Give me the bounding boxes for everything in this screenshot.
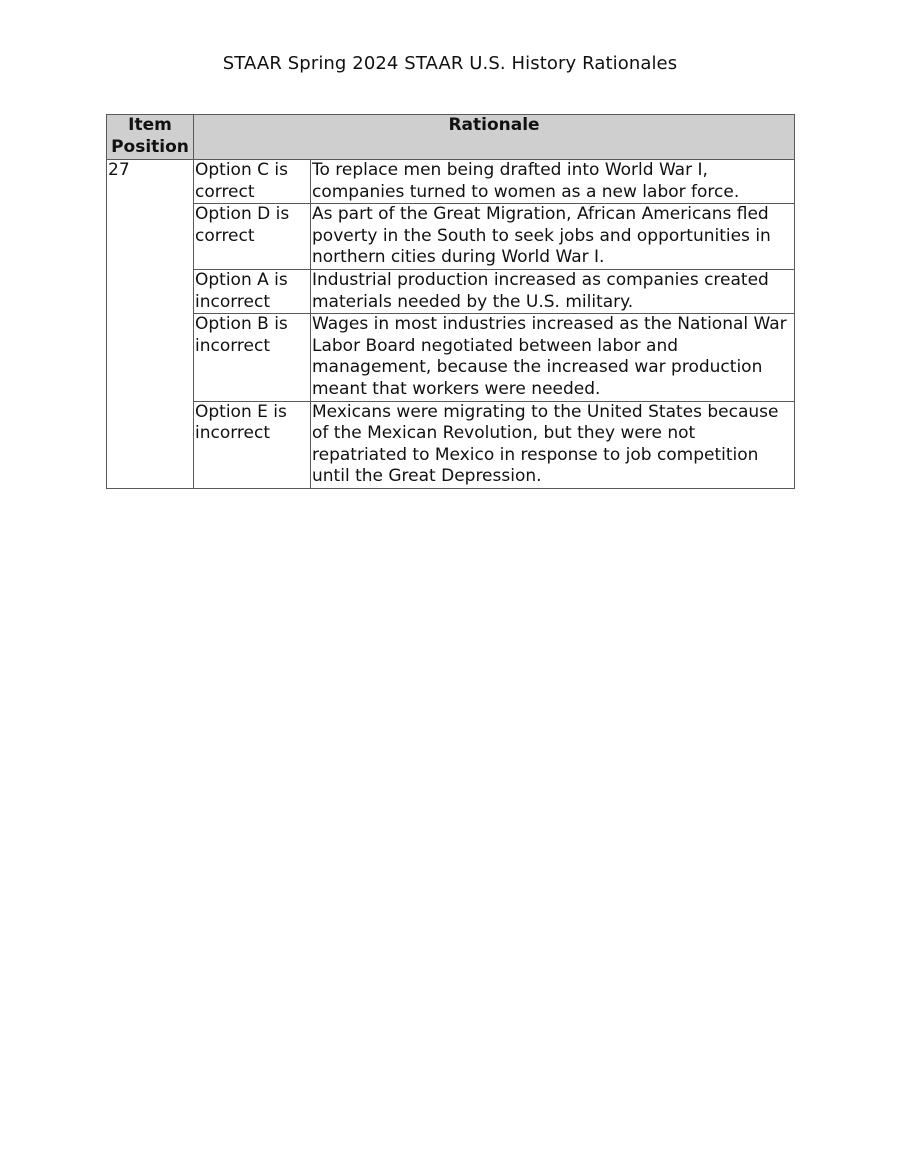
item-position-cell: 27 [107, 160, 194, 489]
table-header-row [107, 115, 795, 160]
table-row [107, 204, 795, 270]
table-row [107, 269, 795, 313]
table-row [107, 314, 795, 401]
page-title: STAAR Spring 2024 STAAR U.S. History Rationales [222, 53, 678, 74]
rationale-cell: Wages in most industries increased as the National War Labor Board negotiated between labor and management, because the increased war production meant that workers were needed. [311, 314, 795, 401]
table-row [107, 401, 795, 488]
option-cell: Option E is incorrect [194, 401, 311, 488]
header-item-position: Item Position [107, 115, 194, 160]
rationale-cell: To replace men being drafted into World War I, companies turned to women as a new labor force. [311, 160, 795, 204]
option-cell: Option C is correct [194, 160, 311, 204]
rationale-table [106, 114, 795, 489]
rationale-cell: As part of the Great Migration, African Americans fled poverty in the South to seek jobs and opportunities in northern cities during World War I. [311, 204, 795, 270]
option-cell: Option A is incorrect [194, 269, 311, 313]
table-row [107, 160, 795, 204]
rationale-cell: Industrial production increased as companies created materials needed by the U.S. military. [311, 269, 795, 313]
option-cell: Option B is incorrect [194, 314, 311, 401]
rationale-cell: Mexicans were migrating to the United States because of the Mexican Revolution, but they were not repatriated to Mexico in response to job competition until the Great Depression. [311, 401, 795, 488]
option-cell: Option D is correct [194, 204, 311, 270]
header-rationale: Rationale [194, 115, 795, 160]
